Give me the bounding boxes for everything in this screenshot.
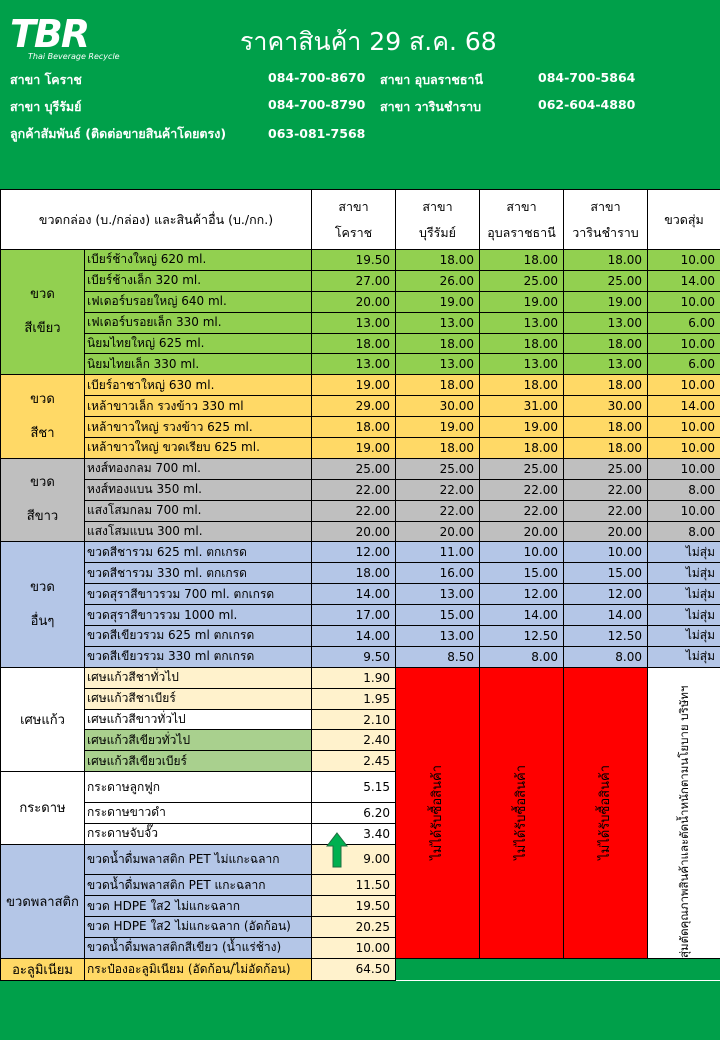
item-name: เหล้าขาวเล็ก รวงข้าว 330 ml: [85, 396, 312, 417]
table-row: [1, 354, 720, 375]
item-name: ขวดสุราสีขาวรวม 700 ml. ตกเกรด: [85, 584, 312, 605]
not-buying-cell: ไม่ได้รับซื้อสินค้า: [396, 667, 480, 958]
table-row: [1, 521, 720, 542]
price-cell: 15.00: [564, 563, 648, 584]
price-cell: 14.00: [480, 605, 564, 626]
item-name: ขวดสีเขียวรวม 625 ml ตกเกรด: [85, 626, 312, 647]
price-cell: 18.00: [312, 563, 396, 584]
price-cell: 13.00: [312, 354, 396, 375]
price-cell: 8.00: [648, 479, 720, 500]
price-cell: 8.50: [396, 646, 480, 667]
price-cell: 11.00: [396, 542, 480, 563]
price-cell: 15.00: [480, 563, 564, 584]
price-cell: 22.00: [396, 479, 480, 500]
empty-cell: [480, 958, 564, 980]
price-cell: 6.20: [312, 802, 396, 823]
item-name: หงส์ทองกลม 700 ml.: [85, 458, 312, 479]
group-other: ขวด อื่นๆ: [1, 542, 85, 667]
item-name: กระดาษขาวดำ: [85, 802, 312, 823]
price-cell: 16.00: [396, 563, 480, 584]
item-name: เบียร์อาชาใหญ่ 630 ml.: [85, 375, 312, 396]
price-cell: 10.00: [648, 375, 720, 396]
table-row: [1, 438, 720, 459]
price-cell: 13.00: [396, 584, 480, 605]
logo: [10, 14, 130, 64]
price-cell: 19.50: [312, 896, 396, 917]
price-cell: 6.00: [648, 354, 720, 375]
price-cell: 14.00: [312, 584, 396, 605]
price-cell: ไม่สุ่ม: [648, 605, 720, 626]
price-cell: 19.00: [396, 417, 480, 438]
price-cell: 22.00: [312, 500, 396, 521]
price-cell: 19.00: [312, 375, 396, 396]
price-cell: 5.15: [312, 772, 396, 803]
item-name: ขวด HDPE ใส2 ไม่แกะฉลาก: [85, 896, 312, 917]
price-cell: 10.00: [648, 291, 720, 312]
price-cell: 18.00: [396, 250, 480, 271]
table-row: [1, 500, 720, 521]
price-cell: 11.50: [312, 875, 396, 896]
header-ubon: สาขา อุบลราชธานี: [480, 190, 564, 250]
price-cell: 14.00: [648, 396, 720, 417]
price-cell: 1.95: [312, 688, 396, 709]
item-name: เบียร์ช้างใหญ่ 620 ml.: [85, 250, 312, 271]
item-name: เฟเดอร์บรอยใหญ่ 640 ml.: [85, 291, 312, 312]
group-cullet: เศษแก้ว: [1, 667, 85, 771]
customer-relations-phone: 063-081-7568: [268, 126, 366, 141]
price-cell: 20.00: [564, 521, 648, 542]
table-row: [1, 626, 720, 647]
price-cell: 20.25: [312, 917, 396, 938]
table-row: [1, 375, 720, 396]
price-cell: 18.00: [564, 417, 648, 438]
random-policy-note: สุ่มตัดคุณภาพสินค้าและตัดน้ำหนักตามนโยบาย บริษัทฯ: [648, 667, 720, 958]
price-cell: 19.00: [312, 438, 396, 459]
price-cell: 22.00: [564, 500, 648, 521]
group-paper: กระดาษ: [1, 772, 85, 844]
customer-relations-label: ลูกค้าสัมพันธ์ (ติดต่อขายสินค้าโดยตรง): [10, 126, 227, 141]
price-cell: 19.00: [564, 291, 648, 312]
price-cell: 8.00: [564, 646, 648, 667]
item-name: ขวดสีชารวม 625 ml. ตกเกรด: [85, 542, 312, 563]
logo-subtitle: Thai Beverage Recycle: [28, 52, 120, 61]
table-row: [1, 479, 720, 500]
price-table: [0, 189, 720, 981]
item-name: เหล้าขาวใหญ่ ขวดเรียบ 625 ml.: [85, 438, 312, 459]
branch-warin-label: สาขา วารินชำราบ: [380, 99, 482, 114]
table-row: [1, 667, 720, 688]
price-cell: 2.45: [312, 751, 396, 772]
price-cell: 10.00: [480, 542, 564, 563]
branch-ubon-label: สาขา อุบลราชธานี: [380, 72, 484, 87]
branch-warin-phone: 062-604-4880: [538, 97, 636, 112]
price-cell: 64.50: [312, 958, 396, 980]
price-cell: 18.00: [564, 250, 648, 271]
price-cell: 3.40: [312, 823, 396, 844]
price-cell: 18.00: [480, 333, 564, 354]
table-row: [1, 291, 720, 312]
empty-cell: [564, 958, 648, 980]
price-cell: 13.00: [480, 312, 564, 333]
table-row: [1, 396, 720, 417]
price-cell: 25.00: [396, 458, 480, 479]
price-cell: 25.00: [564, 270, 648, 291]
item-name: ขวดสีชารวม 330 ml. ตกเกรด: [85, 563, 312, 584]
item-name: กระป๋องอะลูมิเนียม (อัดก้อน/ไม่อัดก้อน): [85, 958, 312, 980]
price-cell: 17.00: [312, 605, 396, 626]
price-cell: 31.00: [480, 396, 564, 417]
item-name: เศษแก้วสีชาทั่วไป: [85, 667, 312, 688]
price-cell: 13.00: [480, 354, 564, 375]
price-cell: 30.00: [396, 396, 480, 417]
branch-ubon-phone: 084-700-5864: [538, 70, 636, 85]
table-row: [1, 605, 720, 626]
item-name: หงส์ทองแบน 350 ml.: [85, 479, 312, 500]
price-cell: 8.00: [648, 521, 720, 542]
price-cell: ไม่สุ่ม: [648, 584, 720, 605]
price-cell: 26.00: [396, 270, 480, 291]
table-row: [1, 542, 720, 563]
not-buying-cell: ไม่ได้รับซื้อสินค้า: [564, 667, 648, 958]
price-cell: 9.00: [312, 844, 396, 875]
table-row: [1, 250, 720, 271]
group-white: ขวด สีขาว: [1, 458, 85, 542]
price-cell: 10.00: [648, 438, 720, 459]
table-row: [1, 646, 720, 667]
item-name: ขวด HDPE ใส2 ไม่แกะฉลาก (อัดก้อน): [85, 917, 312, 938]
not-buying-cell: ไม่ได้รับซื้อสินค้า: [480, 667, 564, 958]
item-name: กระดาษลูกฟูก: [85, 772, 312, 803]
item-name: เหล้าขาวใหญ่ รวงข้าว 625 ml.: [85, 417, 312, 438]
price-cell: 18.00: [396, 375, 480, 396]
item-name: แสงโสมกลม 700 ml.: [85, 500, 312, 521]
price-cell: 10.00: [564, 542, 648, 563]
price-cell: 20.00: [396, 521, 480, 542]
price-cell: 13.00: [396, 354, 480, 375]
price-cell: 14.00: [564, 605, 648, 626]
table-row: [1, 312, 720, 333]
price-cell: 19.50: [312, 250, 396, 271]
item-name: เศษแก้วสีขาวทั่วไป: [85, 709, 312, 730]
price-cell: 12.50: [564, 626, 648, 647]
table-row: [1, 333, 720, 354]
price-cell: 14.00: [648, 270, 720, 291]
price-cell: 15.00: [396, 605, 480, 626]
branch-korat-phone: 084-700-8670: [268, 70, 366, 85]
price-cell: 25.00: [480, 458, 564, 479]
price-cell: 13.00: [564, 312, 648, 333]
item-name: ขวดสุราสีขาวรวม 1000 ml.: [85, 605, 312, 626]
price-cell: 22.00: [312, 479, 396, 500]
table-row: [1, 958, 720, 980]
price-cell: 6.00: [648, 312, 720, 333]
empty-cell: [648, 958, 720, 980]
group-brown: ขวด สีชา: [1, 375, 85, 459]
price-cell: 25.00: [312, 458, 396, 479]
price-cell: 13.00: [564, 354, 648, 375]
price-cell: 18.00: [480, 250, 564, 271]
price-cell: 20.00: [480, 521, 564, 542]
price-cell: ไม่สุ่ม: [648, 542, 720, 563]
header-random: ขวดสุ่ม: [648, 190, 720, 250]
item-name: เศษแก้วสีชาเบียร์: [85, 688, 312, 709]
table-row: [1, 563, 720, 584]
item-name: เฟเดอร์บรอยเล็ก 330 ml.: [85, 312, 312, 333]
item-name: ขวดสีเขียวรวม 330 ml ตกเกรด: [85, 646, 312, 667]
price-cell: 10.00: [648, 500, 720, 521]
price-cell: 12.50: [480, 626, 564, 647]
empty-cell: [396, 958, 480, 980]
price-cell: 25.00: [564, 458, 648, 479]
price-cell: ไม่สุ่ม: [648, 626, 720, 647]
price-cell: 19.00: [480, 291, 564, 312]
table-header-row: [1, 190, 720, 250]
item-name: ขวดน้ำดื่มพลาสติก PET แกะฉลาก: [85, 875, 312, 896]
price-cell: 10.00: [648, 250, 720, 271]
price-cell: 29.00: [312, 396, 396, 417]
price-cell: 20.00: [312, 291, 396, 312]
group-green: ขวด สีเขียว: [1, 250, 85, 375]
price-cell: 12.00: [480, 584, 564, 605]
price-cell: 27.00: [312, 270, 396, 291]
page-title: ราคาสินค้า 29 ส.ค. 68: [240, 27, 497, 56]
price-cell: 20.00: [312, 521, 396, 542]
price-cell: 30.00: [564, 396, 648, 417]
price-cell: 19.00: [396, 291, 480, 312]
item-name: เบียร์ช้างเล็ก 320 ml.: [85, 270, 312, 291]
header-korat: สาขา โคราช: [312, 190, 396, 250]
item-name: นิยมไทยเล็ก 330 ml.: [85, 354, 312, 375]
price-cell: 18.00: [396, 438, 480, 459]
arrow-up-icon: [326, 832, 348, 868]
branch-korat-label: สาขา โคราช: [10, 72, 82, 87]
price-cell: 18.00: [312, 417, 396, 438]
price-cell: 19.00: [480, 417, 564, 438]
item-name: กระดาษจับจั๊ว: [85, 823, 312, 844]
header-item: ขวดกล่อง (บ./กล่อง) และสินค้าอื่น (บ./กก.): [1, 190, 312, 250]
table-row: [1, 270, 720, 291]
item-name: แสงโสมแบน 300 ml.: [85, 521, 312, 542]
price-cell: 18.00: [564, 375, 648, 396]
item-name: ขวดน้ำดื่มพลาสติก PET ไม่แกะฉลาก: [85, 844, 312, 875]
price-cell: 18.00: [564, 438, 648, 459]
price-cell: 2.10: [312, 709, 396, 730]
price-cell: 9.50: [312, 646, 396, 667]
table-row: [1, 417, 720, 438]
price-cell: 10.00: [648, 333, 720, 354]
price-cell: 10.00: [312, 937, 396, 958]
price-cell: 18.00: [564, 333, 648, 354]
price-cell: 22.00: [396, 500, 480, 521]
branch-buri-phone: 084-700-8790: [268, 97, 366, 112]
price-cell: 2.40: [312, 730, 396, 751]
price-cell: 13.00: [396, 626, 480, 647]
price-cell: 22.00: [480, 479, 564, 500]
item-name: นิยมไทยใหญ่ 625 ml.: [85, 333, 312, 354]
header-buriram: สาขา บุรีรัมย์: [396, 190, 480, 250]
price-cell: ไม่สุ่ม: [648, 646, 720, 667]
price-cell: 18.00: [480, 375, 564, 396]
group-alu: อะลูมิเนียม: [1, 958, 85, 980]
table-row: [1, 458, 720, 479]
price-cell: 18.00: [480, 438, 564, 459]
item-name: ขวดน้ำดื่มพลาสติกสีเขียว (น้ำแร่ช้าง): [85, 937, 312, 958]
price-cell: 14.00: [312, 626, 396, 647]
logo-mark: TBR: [10, 12, 89, 56]
price-cell: 13.00: [312, 312, 396, 333]
price-cell: 22.00: [564, 479, 648, 500]
table-row: [1, 584, 720, 605]
item-name: เศษแก้วสีเขียวทั่วไป: [85, 730, 312, 751]
price-cell: 22.00: [480, 500, 564, 521]
price-cell: 1.90: [312, 667, 396, 688]
price-cell: 18.00: [396, 333, 480, 354]
item-name: เศษแก้วสีเขียวเบียร์: [85, 751, 312, 772]
price-cell: 10.00: [648, 458, 720, 479]
price-cell: 8.00: [480, 646, 564, 667]
branch-buri-label: สาขา บุรีรัมย์: [10, 99, 82, 114]
price-cell: 12.00: [564, 584, 648, 605]
price-cell: 18.00: [312, 333, 396, 354]
price-cell: 25.00: [480, 270, 564, 291]
price-cell: ไม่สุ่ม: [648, 563, 720, 584]
price-cell: 12.00: [312, 542, 396, 563]
price-cell: 13.00: [396, 312, 480, 333]
price-cell: 10.00: [648, 417, 720, 438]
header-warin: สาขา วารินชำราบ: [564, 190, 648, 250]
group-plastic: ขวดพลาสติก: [1, 844, 85, 958]
